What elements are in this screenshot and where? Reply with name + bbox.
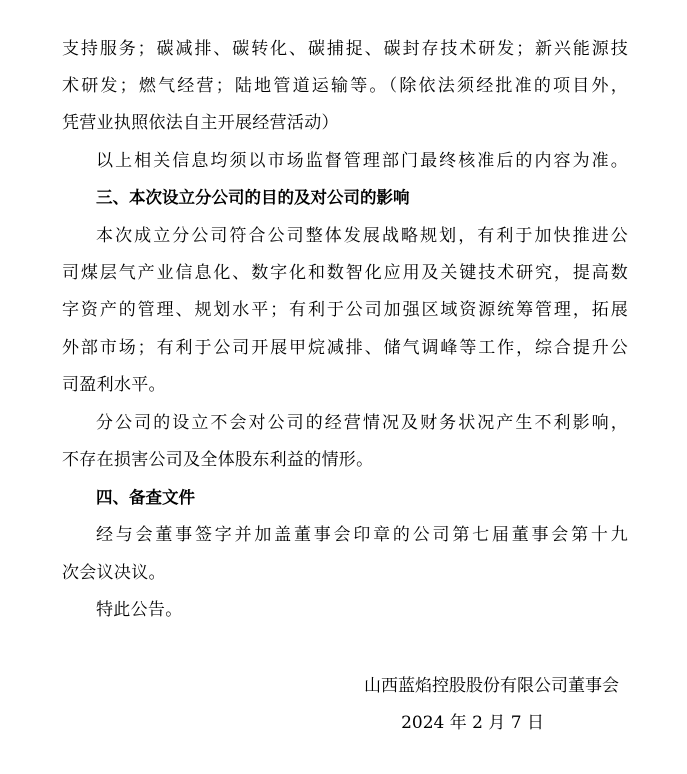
purpose-para-line-4: 外部市场；有利于公司开展甲烷减排、储气调峰等工作，综合提升公	[62, 338, 628, 358]
approval-note: 以上相关信息均须以市场监督管理部门最终核准后的内容为准。	[96, 151, 628, 171]
reference-doc-line-1: 经与会董事签字并加盖董事会印章的公司第七届董事会第十九	[96, 525, 628, 545]
business-scope-line-1: 支持服务；碳减排、碳转化、碳捕捉、碳封存技术研发；新兴能源技	[62, 39, 628, 59]
signature-date: 2024 年 2 月 7 日	[401, 713, 544, 733]
reference-doc-line-2: 次会议决议。	[62, 563, 166, 583]
impact-para-line-2: 不存在损害公司及全体股东利益的情形。	[62, 450, 374, 470]
business-scope-line-3: 凭营业执照依法自主开展经营活动）	[62, 113, 339, 133]
business-scope-line-2: 术研发；燃气经营；陆地管道运输等。（除依法须经批准的项目外，	[62, 76, 628, 96]
closing-remark: 特此公告。	[96, 600, 183, 620]
purpose-para-line-1: 本次成立分公司符合公司整体发展战略规划，有利于加快推进公	[96, 226, 628, 246]
section-3-heading: 三、本次设立分公司的目的及对公司的影响	[96, 188, 410, 207]
purpose-para-line-2: 司煤层气产业信息化、数字化和数智化应用及关键技术研究，提高数	[62, 263, 628, 283]
impact-para-line-1: 分公司的设立不会对公司的经营情况及财务状况产生不利影响，	[96, 413, 628, 433]
purpose-para-line-3: 字资产的管理、规划水平；有利于公司加强区域资源统筹管理，拓展	[62, 300, 628, 320]
signature-organization: 山西蓝焰控股股份有限公司董事会	[364, 676, 619, 696]
purpose-para-line-5: 司盈利水平。	[62, 375, 166, 395]
section-4-heading: 四、备查文件	[96, 488, 195, 507]
